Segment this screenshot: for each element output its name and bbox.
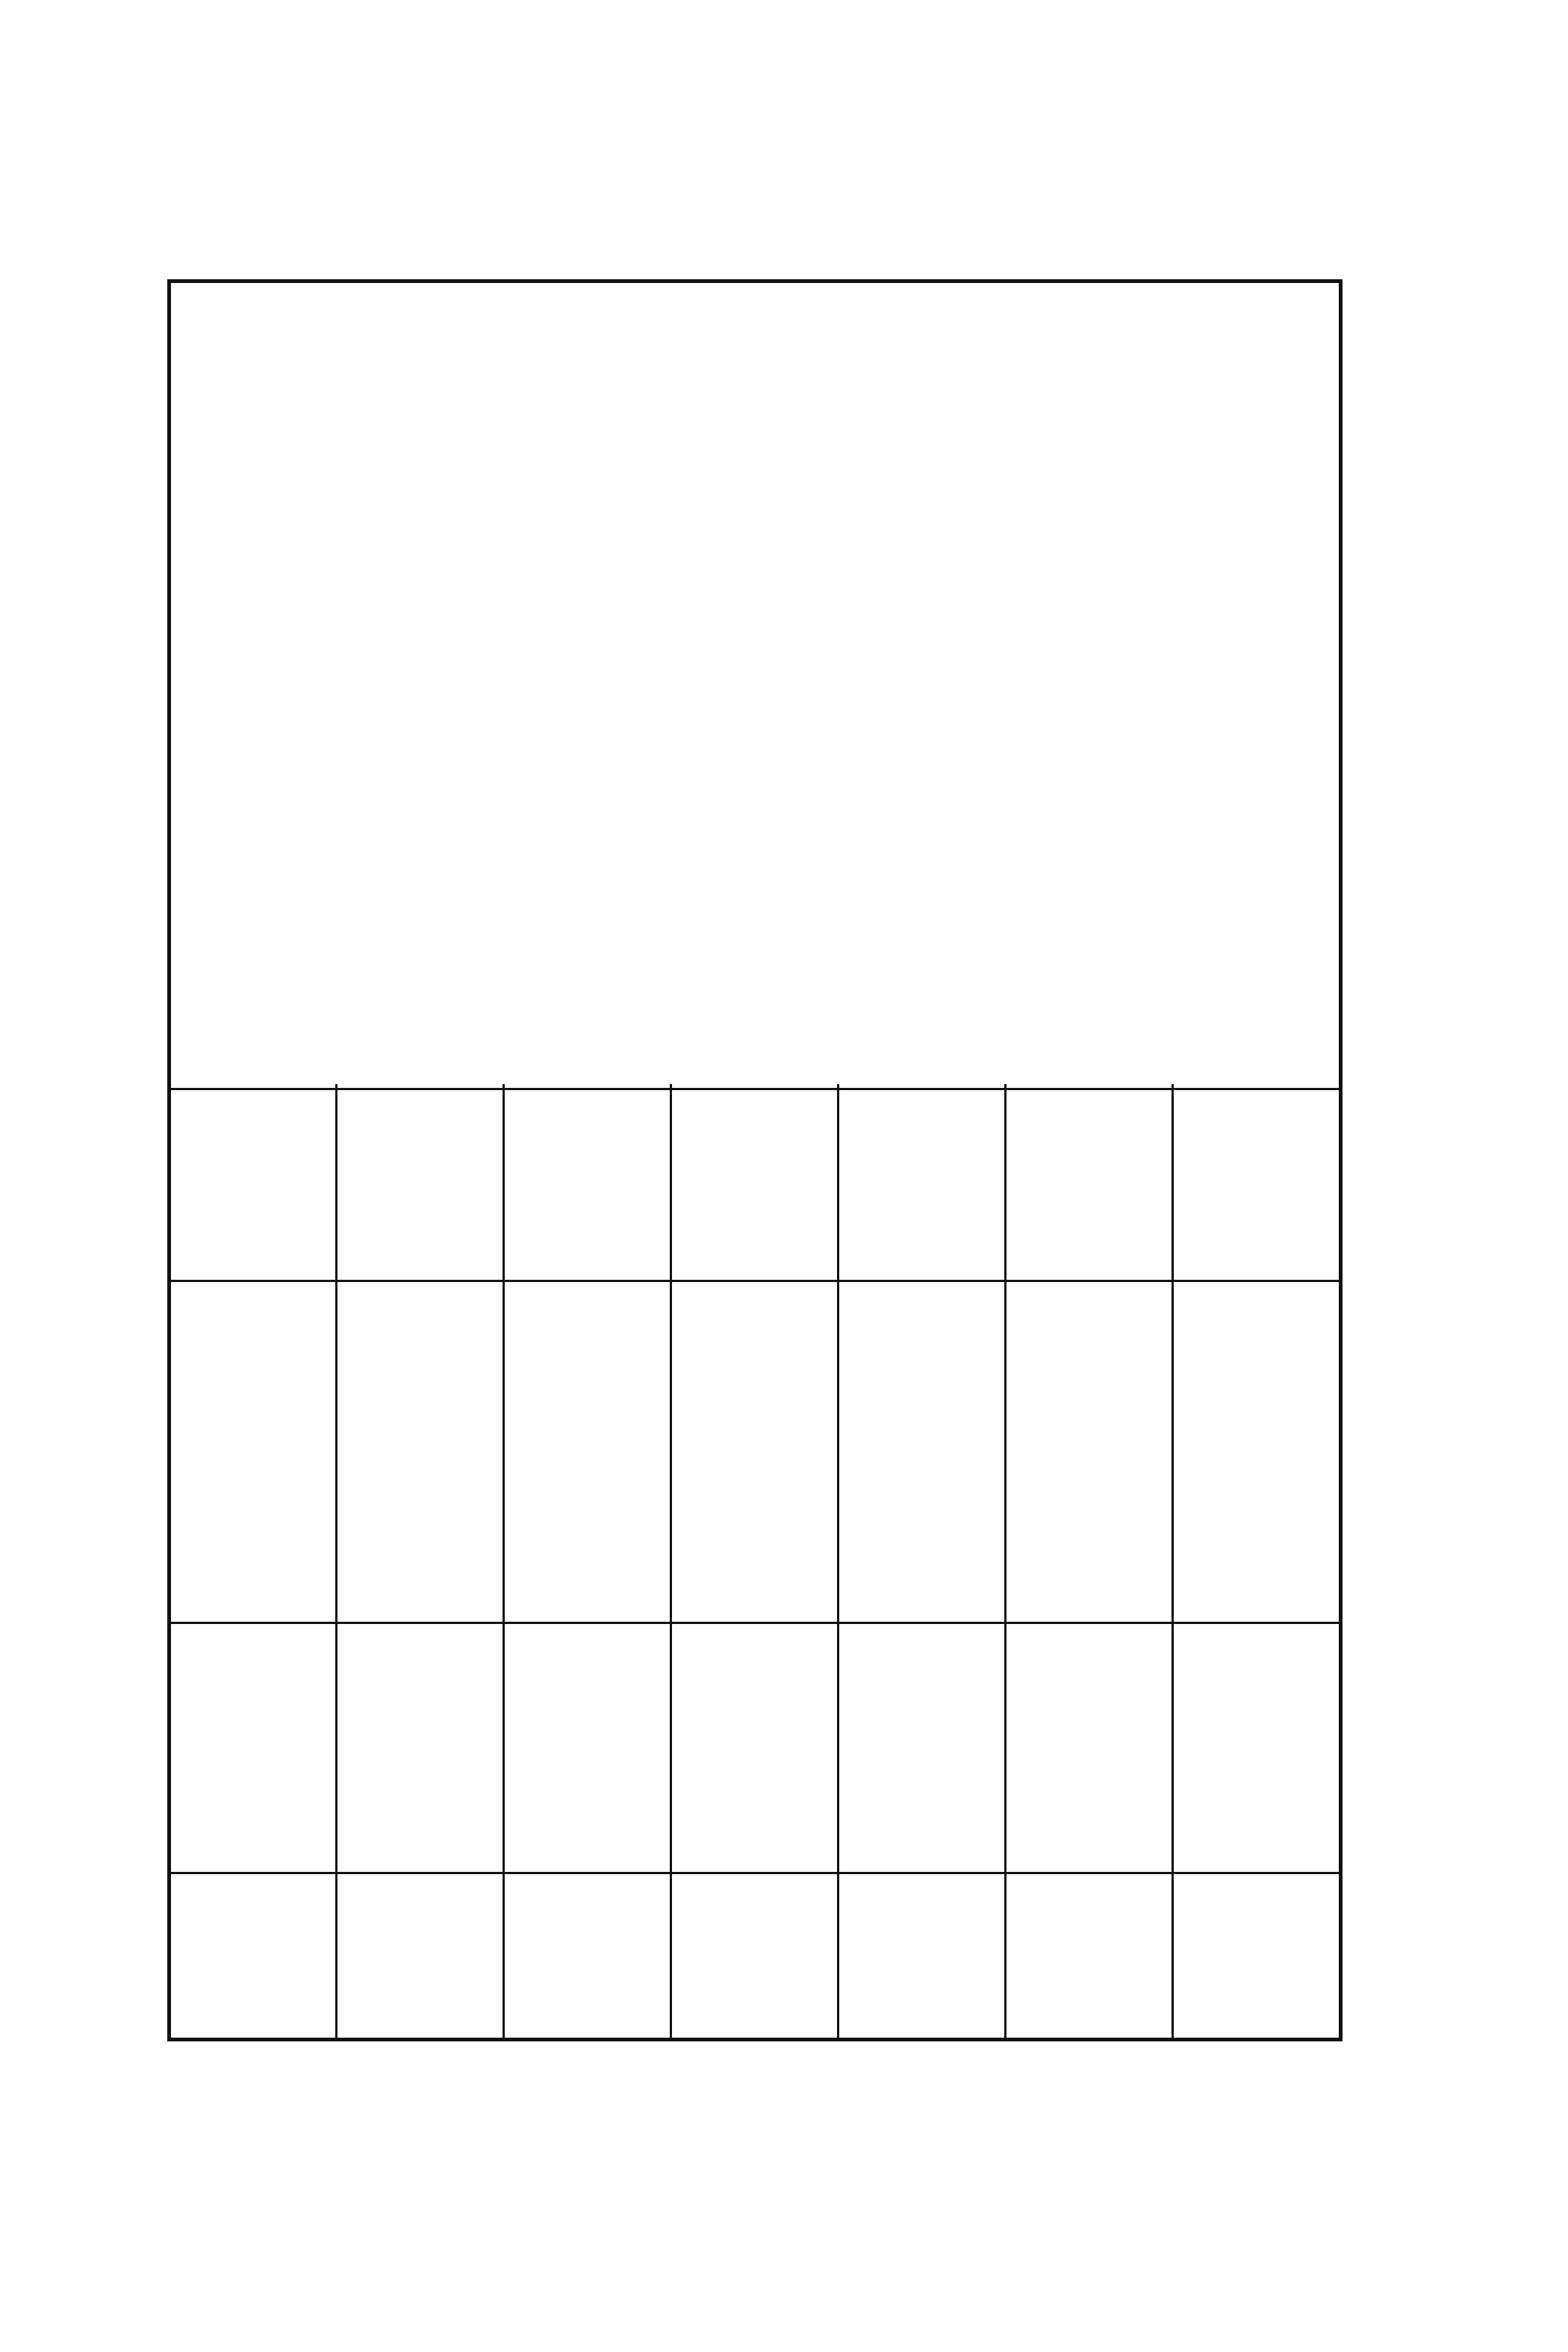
office-cell <box>1004 1101 1172 1295</box>
entry-column <box>670 279 837 2041</box>
office-cell <box>335 1101 503 1295</box>
name-cell <box>1004 279 1172 653</box>
entry-column <box>837 279 1004 2041</box>
name-cell <box>670 279 837 653</box>
name-cell <box>335 279 503 653</box>
entry-column <box>335 279 503 2041</box>
name-cell <box>1172 279 1339 653</box>
office-cell <box>670 1101 837 1295</box>
office-cell <box>1172 1101 1339 1295</box>
name-cell <box>503 279 670 653</box>
name-cell <box>837 279 1004 653</box>
entry-column <box>1172 279 1339 2041</box>
entry-column <box>168 279 335 2041</box>
office-cell <box>837 1101 1004 1295</box>
entry-column <box>1004 279 1172 2041</box>
name-cell <box>168 279 335 653</box>
entry-column <box>503 279 670 2041</box>
office-cell <box>503 1101 670 1295</box>
